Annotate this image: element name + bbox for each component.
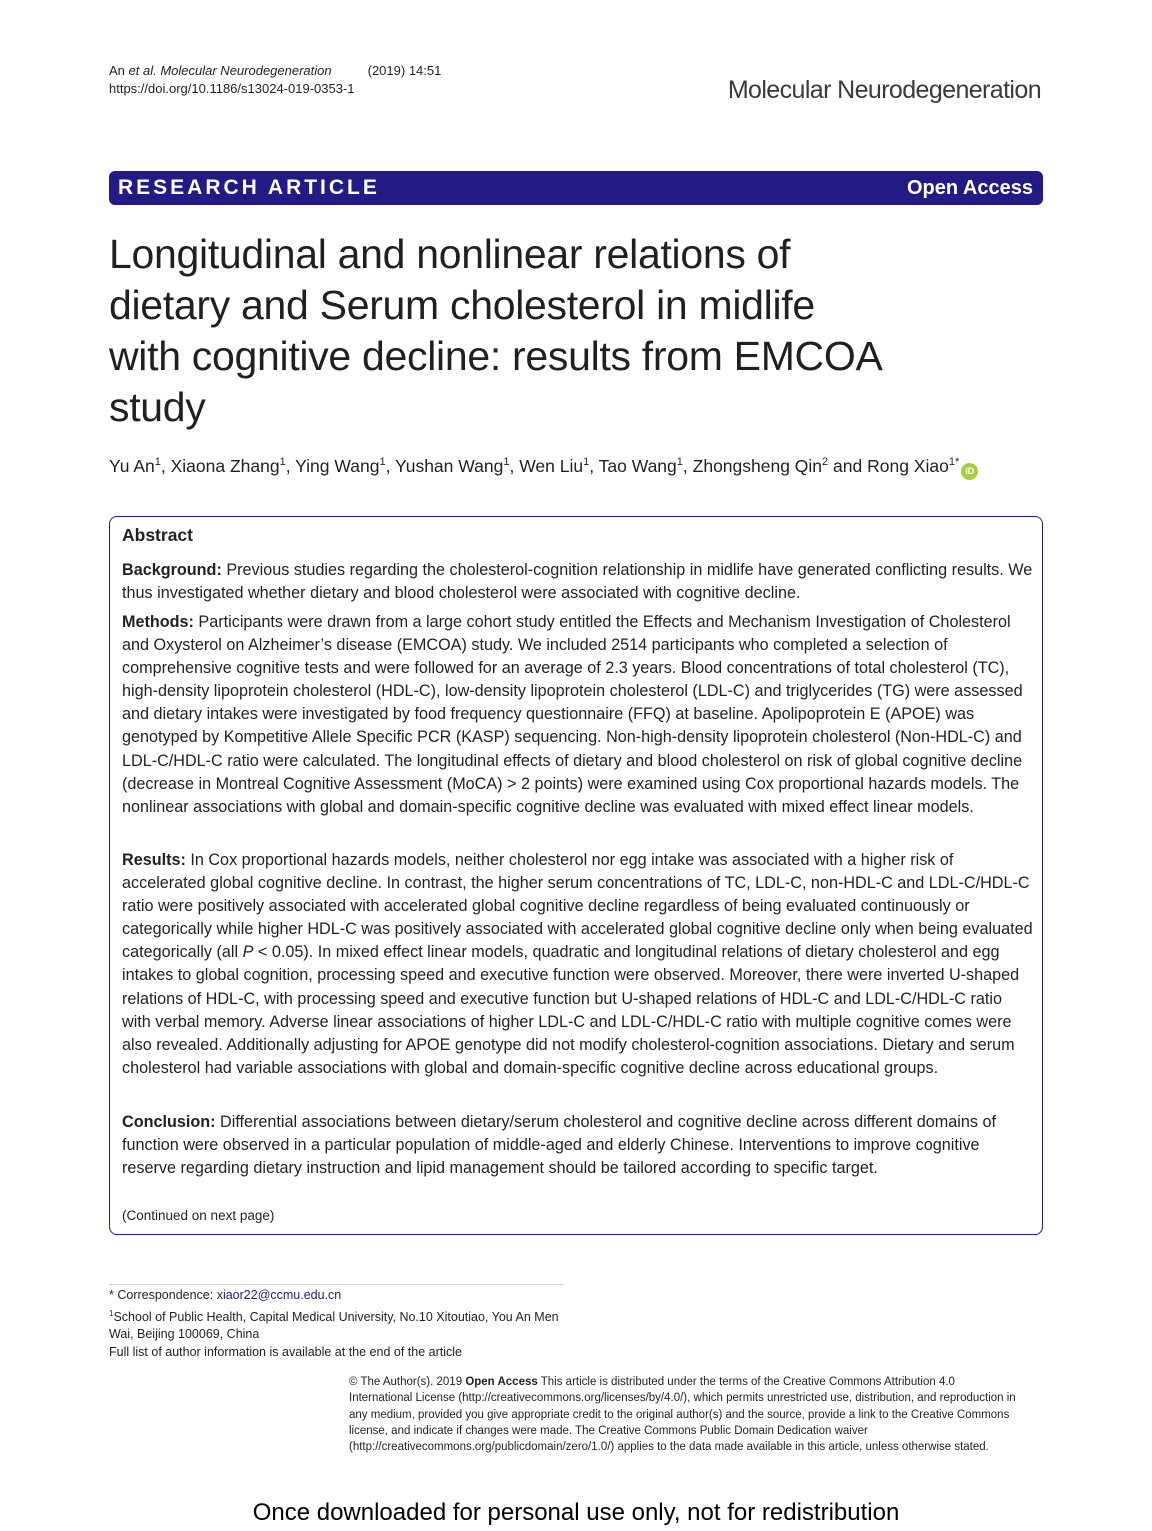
- footnote-divider: [109, 1284, 564, 1285]
- doi-link[interactable]: https://doi.org/10.1186/s13024-019-0353-1: [109, 81, 355, 96]
- license-text: This article is distributed under the terms of the Creative Commons Attribution 4.0 International License (http://creativecommons.org/licenses/by/4.0/), which permits unrestricted use, distribution, and reproduction in any medium, provided you give appropriate credit to the original author(s) and the source, provide a link to the Creative Commons license, and indicate if changes were made. The Creative Commons Public Domain Dedication waiver (http://creativecommons.org/publicdomain/zero/1.0/) applies to the data made available in this article, unless otherwise stated.: [349, 1376, 1016, 1454]
- author-name: Yu An: [109, 455, 155, 476]
- title-line: dietary and Serum cholesterol in midlife: [109, 282, 815, 328]
- author-affiliation-sup: 1*: [948, 456, 960, 468]
- affiliation-sup: 1: [109, 1308, 114, 1318]
- author-affiliation-sup: 1: [676, 456, 683, 468]
- p-value-symbol: P: [242, 943, 254, 962]
- footnotes: [109, 1287, 569, 1361]
- author-name: Ying Wang: [295, 455, 380, 476]
- title-line: with cognitive decline: results from EMCOA: [109, 333, 883, 379]
- author-separator: ,: [682, 455, 693, 476]
- author-name: Wen Liu: [519, 455, 584, 476]
- author-separator: ,: [160, 455, 171, 476]
- open-access-label: Open Access: [907, 176, 1033, 199]
- author-affiliation-sup: 1: [503, 456, 510, 468]
- author-separator: ,: [285, 455, 296, 476]
- affiliation-text: School of Public Health, Capital Medical University, No.10 Xitoutiao, You An Men Wai, Beijing 100069, China: [109, 1309, 559, 1342]
- author-affiliation-sup: 1: [379, 456, 386, 468]
- methods-text: Participants were drawn from a large cohort study entitled the Effects and Mechanism Investigation of Cholesterol and Oxysterol on Alzheimer’s disease (EMCOA) study. We included 2514 participants who completed a selection of comprehensive cognitive tests and were followed for an average of 2.3 years. Blood concentrations of total cholesterol (TC), high-density lipoprotein cholesterol (HDL-C), low-density lipoprotein cholesterol (LDL-C) and triglycerides (TG) were assessed and dietary intakes were investigated by food frequency questionnaire (FFQ) at baseline. Apolipoprotein E (APOE) was genotyped by Kompetitive Allele Specific PCR (KASP) sequencing. Non-high-density lipoprotein cholesterol (Non-HDL-C) and LDL-C/HDL-C ratio were calculated. The longitudinal effects of dietary and blood cholesterol on risk of global cognitive decline (decrease in Montreal Cognitive Assessment (MoCA) > 2 points) were examined using Cox proportional hazards models. The nonlinear associations with global and domain-specific cognitive decline was evaluated with mixed effect linear models.: [122, 613, 1023, 816]
- author-separator: ,: [509, 455, 520, 476]
- abstract-background: [122, 559, 1034, 605]
- download-watermark: Once downloaded for personal use only, not for redistribution: [252, 1499, 900, 1526]
- author-separator: ,: [589, 455, 599, 476]
- full-list-note: Full list of author information is available at the end of the article: [109, 1344, 462, 1359]
- abstract-heading: Abstract: [122, 525, 193, 545]
- author-affiliation-sup: 1: [154, 456, 161, 468]
- citation-year: (2019) 14:51: [367, 63, 442, 78]
- author-affiliation-sup: 2: [822, 456, 829, 468]
- results-label: Results:: [122, 851, 186, 869]
- title-line: Longitudinal and nonlinear relations of: [109, 231, 791, 277]
- results-text: In Cox proportional hazards models, neither cholesterol nor egg intake was associated with a higher risk of accelerated global cognitive decline. In contrast, the higher serum concentrations of TC, LDL-C, non-HDL-C and LDL-C/HDL-C ratio were positively associated with accelerated global cognitive decline regardless of being evaluated continuously or categorically while higher HDL-C was positively associated with accelerated global cognitive decline only when being evaluated categorically (all: [122, 851, 1033, 962]
- background-text: Previous studies regarding the cholesterol-cognition relationship in midlife have generated conflicting results. We thus investigated whether dietary and blood cholesterol were associated with cognitive decline.: [122, 561, 1033, 603]
- continued-note: (Continued on next page): [122, 1208, 275, 1223]
- conclusion-label: Conclusion:: [122, 1113, 216, 1131]
- author-name: Tao Wang: [598, 455, 677, 476]
- abstract-conclusion: [122, 1111, 1034, 1180]
- author-affiliation-sup: 1: [279, 456, 286, 468]
- title-line: study: [109, 384, 206, 430]
- correspondence-email[interactable]: xiaor22@ccmu.edu.cn: [216, 1288, 342, 1302]
- author-list: [109, 449, 978, 480]
- article-type-label: RESEARCH ARTICLE: [118, 176, 380, 199]
- author-name: Zhongsheng Qin: [692, 455, 823, 476]
- author-name: Rong Xiao: [867, 455, 949, 476]
- correspondence-line: [109, 1287, 569, 1305]
- author-name: Yushan Wang: [395, 455, 504, 476]
- author-separator: and: [828, 455, 868, 476]
- abstract-methods: [122, 611, 1034, 819]
- license-prefix: © The Author(s). 2019: [349, 1376, 466, 1388]
- abstract-results: [122, 849, 1034, 1080]
- article-type-banner: [109, 171, 1043, 205]
- conclusion-text: Differential associations between dietary/serum cholesterol and cognitive decline across different domains of function were observed in a particular population of middle-aged and elderly Chinese. Interventions to improve cognitive reserve regarding dietary instruction and lipid management should be tailored according to specific target.: [122, 1113, 996, 1178]
- correspondence-label: * Correspondence:: [109, 1288, 217, 1302]
- methods-label: Methods:: [122, 613, 194, 631]
- article-title: [109, 229, 989, 433]
- orcid-icon[interactable]: iD: [961, 463, 978, 480]
- author-name: Xiaona Zhang: [170, 455, 280, 476]
- citation-authors: An et al. Molecular Neurodegeneration: [109, 63, 332, 78]
- license-notice: [349, 1374, 1019, 1455]
- license-open-access: Open Access: [465, 1376, 538, 1388]
- affiliation-line: [109, 1305, 569, 1344]
- author-separator: ,: [385, 455, 395, 476]
- citation-header: [109, 62, 441, 98]
- background-label: Background:: [122, 561, 222, 579]
- journal-name: Molecular Neurodegeneration: [727, 76, 1041, 104]
- author-affiliation-sup: 1: [583, 456, 590, 468]
- results-text-cont: < 0.05). In mixed effect linear models, quadratic and longitudinal relations of dietary cholesterol and egg intakes to global cognition, processing speed and executive function were observed. Moreover, there were inverted U-shaped relations of HDL-C, with processing speed and executive function but U-shaped relations of HDL-C and LDL-C/HDL-C ratio with verbal memory. Adverse linear associations of higher LDL-C and LDL-C/HDL-C ratio with multiple cognitive comes were also revealed. Additionally adjusting for APOE genotype did not modify cholesterol-cognition associations. Dietary and serum cholesterol had variable associations with global and domain-specific cognitive decline across educational groups.: [122, 943, 1020, 1077]
